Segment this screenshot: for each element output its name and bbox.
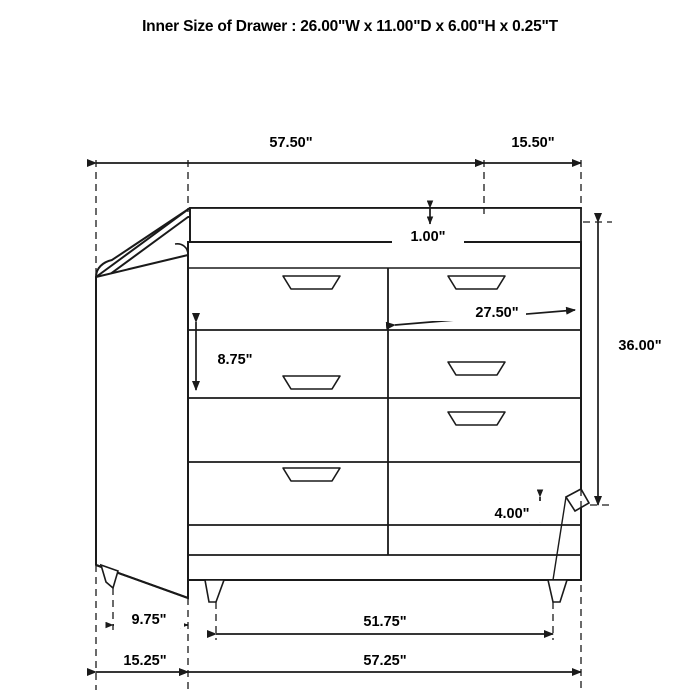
- dim-base-front-width: [216, 609, 553, 634]
- dim-top-width: [96, 130, 484, 163]
- dim-top-depth: [484, 130, 581, 163]
- dim-foot-depth: [113, 607, 188, 628]
- dim-overall-height: [598, 222, 680, 505]
- dim-base-depth: [96, 648, 188, 672]
- dim-label-top-depth: 15.50": [511, 135, 555, 151]
- dim-base-overall-width: [188, 648, 581, 672]
- dim-label-top-width: 57.50": [269, 135, 313, 151]
- dim-label-drawer-width: 27.50": [475, 305, 519, 321]
- dim-label-drawer-height: 8.75": [217, 352, 253, 368]
- dim-label-top-lip: 1.00": [410, 229, 446, 245]
- dim-label-base-depth: 15.25": [123, 653, 167, 669]
- dim-label-leg-height: 4.00": [494, 506, 530, 522]
- dim-label-overall-height: 36.00": [618, 338, 662, 354]
- page-title: Inner Size of Drawer : 26.00"W x 11.00"D x 6.00"H x 0.25"T: [142, 18, 558, 35]
- dim-label-base-front-width: 51.75": [363, 614, 407, 630]
- dim-label-base-overall-width: 57.25": [363, 653, 407, 669]
- dim-label-foot-depth: 9.75": [131, 612, 167, 628]
- dresser-body: [96, 208, 589, 602]
